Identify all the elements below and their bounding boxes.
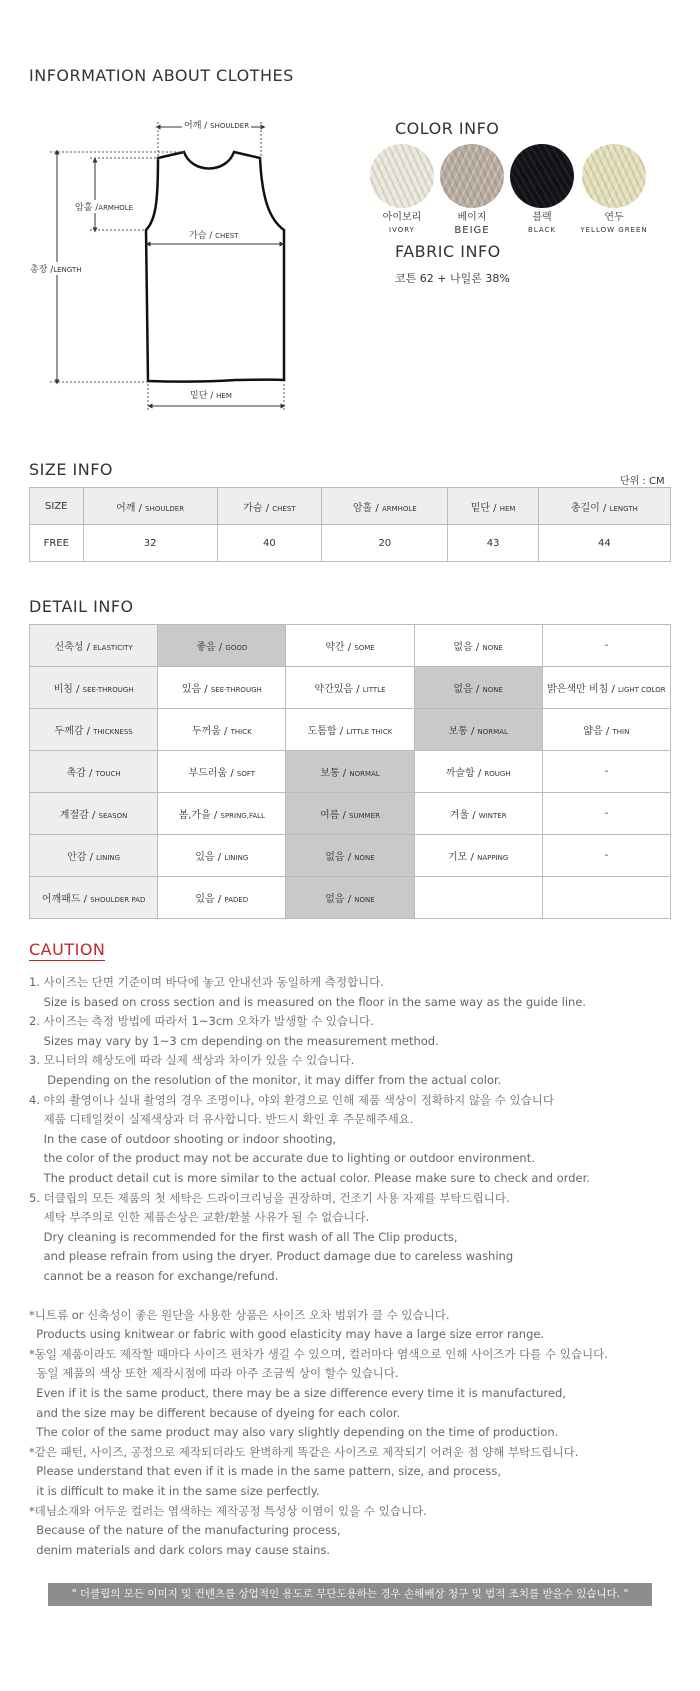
fabric-composition: 코튼 62 + 나일론 38% (395, 272, 510, 285)
armhole-label: 암홀 /ARMHOLE (75, 200, 133, 213)
caution-line: 동일 제품의 색상 또한 제작시점에 따라 아주 조금씩 상이 할수 있습니다. (29, 1366, 399, 1381)
shoulder-header: 어깨 / SHOULDER (83, 488, 217, 525)
caution-line: 세탁 부주의로 인한 제품손상은 교환/환불 사유가 될 수 없습니다. (29, 1210, 370, 1225)
size-value: FREE (30, 525, 84, 562)
detail-option: 있음 / SEE-THROUGH (158, 667, 286, 709)
detail-info-title: DETAIL INFO (29, 597, 134, 616)
detail-option: 도톰함 / LITTLE THICK (286, 709, 414, 751)
caution-line: Dry cleaning is recommended for the first wash of all The Clip products, (29, 1229, 458, 1244)
detail-row-label: 신축성 / ELASTICITY (30, 625, 158, 667)
beige-swatch (440, 144, 504, 208)
fabric-info-title: FABRIC INFO (395, 242, 501, 261)
detail-option: - (542, 835, 670, 877)
ivory-label: 아이보리 IVORY (382, 212, 422, 234)
color-info-title: COLOR INFO (395, 119, 500, 138)
caution-line: 2. 사이즈는 측정 방법에 따라서 1~3cm 오차가 발생할 수 있습니다. (29, 1014, 374, 1029)
caution-line: Even if it is the same product, there may be a size difference every time it is manufactured, (29, 1386, 566, 1400)
chest-header: 가슴 / CHEST (217, 488, 322, 525)
detail-option: 까슬함 / ROUGH (414, 751, 542, 793)
caution-line: 1. 사이즈는 단면 기준이며 바닥에 놓고 안내선과 동일하게 측정합니다. (29, 975, 384, 989)
yellow-green-swatch (582, 144, 646, 208)
caution-line: it is difficult to make it in the same size perfectly. (29, 1484, 320, 1498)
detail-option-selected: 없음 / NONE (286, 835, 414, 877)
size-table (29, 487, 671, 562)
caution-line: 5. 더클립의 모든 제품의 첫 세탁은 드라이크리닝을 권장하며, 건조기 사용 자제를 부탁드립니다. (29, 1190, 510, 1205)
detail-row-label: 계절감 / SEASON (30, 793, 158, 835)
size-info-title: SIZE INFO (29, 460, 114, 479)
caution-line: In the case of outdoor shooting or indoor shooting, (29, 1131, 337, 1146)
detail-row-label: 촉감 / TOUCH (30, 751, 158, 793)
detail-option-selected: 좋음 / GOOD (158, 625, 286, 667)
detail-option: 있음 / LINING (158, 835, 286, 877)
detail-option-selected: 보통 / NORMAL (414, 709, 542, 751)
yellow-green-label: 연두 YELLOW GREEN (580, 212, 648, 234)
caution-line: Sizes may vary by 1~3 cm depending on the measurement method. (29, 1033, 439, 1048)
detail-row-label: 비침 / SEE-THROUGH (30, 667, 158, 709)
caution-line: denim materials and dark colors may cause stains. (29, 1542, 331, 1557)
caution-line: Because of the nature of the manufacturing process, (29, 1523, 341, 1538)
detail-option (414, 877, 542, 919)
detail-row (30, 667, 671, 709)
detail-table (29, 624, 671, 919)
hem-label: 밑단 / HEM (188, 388, 234, 401)
caution-line: and please refrain from using the dryer. Product damage due to careless washing (29, 1249, 514, 1264)
caution-line: The color of the same product may also vary slightly depending on the time of production. (29, 1425, 559, 1440)
detail-row-label: 두께감 / THICKNESS (30, 709, 158, 751)
detail-row-label: 안감 / LINING (30, 835, 158, 877)
detail-option: 봄,가을 / SPRING,FALL (158, 793, 286, 835)
caution-line: 4. 야외 촬영이나 실내 촬영의 경우 조명이나, 야외 환경으로 인해 제품 색상이 정확하지 않을 수 있습니다 (29, 1092, 554, 1107)
shoulder-label: 어깨 / SHOULDER (182, 118, 251, 131)
hem-value: 43 (448, 525, 538, 562)
caution-line: The product detail cut is more similar to the actual color. Please make sure to check and order. (29, 1171, 590, 1185)
detail-option: 두꺼움 / THICK (158, 709, 286, 751)
caution-line: Size is based on cross section and is measured on the floor in the same way as the guide line. (29, 994, 587, 1009)
detail-row (30, 793, 671, 835)
caution-line: *동일 제품이라도 제작할 때마다 사이즈 편차가 생길 수 있으며, 컬러마다 염색으로 인해 사이즈가 다를 수 있습니다. (29, 1346, 608, 1361)
caution-line: 제품 디테일컷이 실제색상과 더 유사합니다. 반드시 확인 후 주문해주세요. (29, 1112, 414, 1127)
black-swatch (510, 144, 574, 208)
detail-option: 없음 / NONE (414, 625, 542, 667)
detail-option: - (542, 793, 670, 835)
detail-option: - (542, 625, 670, 667)
caution-title: CAUTION (29, 940, 106, 959)
detail-option: 부드러움 / SOFT (158, 751, 286, 793)
copyright-notice: " 더클립의 모든 이미지 및 컨텐츠를 상업적인 용도로 무단도용하는 경우 손해배상 청구 및 법적 조치를 받을수 있습니다. " (48, 1583, 652, 1606)
detail-option: 얇음 / THIN (542, 709, 670, 751)
armhole-value: 20 (322, 525, 448, 562)
caution-line: Please understand that even if it is made in the same pattern, size, and process, (29, 1464, 501, 1479)
detail-row (30, 625, 671, 667)
detail-option: 약간 / SOME (286, 625, 414, 667)
detail-option: 약간있음 / LITTLE (286, 667, 414, 709)
size-header: SIZE (30, 488, 84, 525)
hem-header: 밑단 / HEM (448, 488, 538, 525)
garment-outline (146, 152, 284, 382)
caution-line: cannot be a reason for exchange/refund. (29, 1269, 279, 1283)
caution-line: the color of the product may not be accurate due to lighting or outdoor environment. (29, 1151, 535, 1166)
detail-row (30, 751, 671, 793)
detail-row (30, 877, 671, 919)
detail-option-selected: 보통 / NORMAL (286, 751, 414, 793)
unit-label: 단위 : CM (620, 476, 665, 487)
chest-value: 40 (217, 525, 322, 562)
beige-label: 베이지 BEIGE (454, 212, 490, 236)
detail-option: 겨울 / WINTER (414, 793, 542, 835)
detail-option-selected: 없음 / NONE (414, 667, 542, 709)
detail-option: 기모 / NAPPING (414, 835, 542, 877)
caution-line: 3. 모니터의 해상도에 따라 실제 색상과 차이가 있을 수 있습니다. (29, 1053, 355, 1068)
garment-diagram (0, 100, 330, 420)
detail-option-selected: 없음 / NONE (286, 877, 414, 919)
caution-line: and the size may be different because of dyeing for each color. (29, 1405, 401, 1420)
info-title: INFORMATION ABOUT CLOTHES (29, 66, 294, 85)
ivory-swatch (370, 144, 434, 208)
caution-line: *같은 패턴, 사이즈, 공정으로 제작되더라도 완벽하게 똑같은 사이즈로 제작되기 어려운 점 양해 부탁드립니다. (29, 1444, 579, 1459)
chest-label: 가슴 / CHEST (187, 228, 240, 241)
length-value: 44 (538, 525, 670, 562)
detail-option: 있음 / PADED (158, 877, 286, 919)
armhole-header: 암홀 / ARMHOLE (322, 488, 448, 525)
length-header: 총길이 / LENGTH (538, 488, 670, 525)
black-label: 블랙 BLACK (527, 212, 556, 234)
caution-line: *데님소재와 어두운 컬러는 염색하는 제작공정 특성상 이염이 있을 수 있습니다. (29, 1503, 427, 1518)
detail-row (30, 709, 671, 751)
detail-option-selected: 여름 / SUMMER (286, 793, 414, 835)
detail-option (542, 877, 670, 919)
detail-row (30, 835, 671, 877)
caution-line: *니트류 or 신축성이 좋은 원단을 사용한 상품은 사이즈 오차 범위가 클 수 있습니다. (29, 1307, 450, 1322)
detail-row-label: 어깨패드 / SHOULDER PAD (30, 877, 158, 919)
detail-option: 밝은색만 비침 / LIGHT COLOR (542, 667, 670, 709)
length-label: 총장 /LENGTH (30, 262, 82, 275)
shoulder-value: 32 (83, 525, 217, 562)
detail-option: - (542, 751, 670, 793)
caution-line: Depending on the resolution of the monitor, it may differ from the actual color. (29, 1073, 502, 1087)
caution-line: Products using knitwear or fabric with good elasticity may have a large size error range. (29, 1327, 545, 1342)
